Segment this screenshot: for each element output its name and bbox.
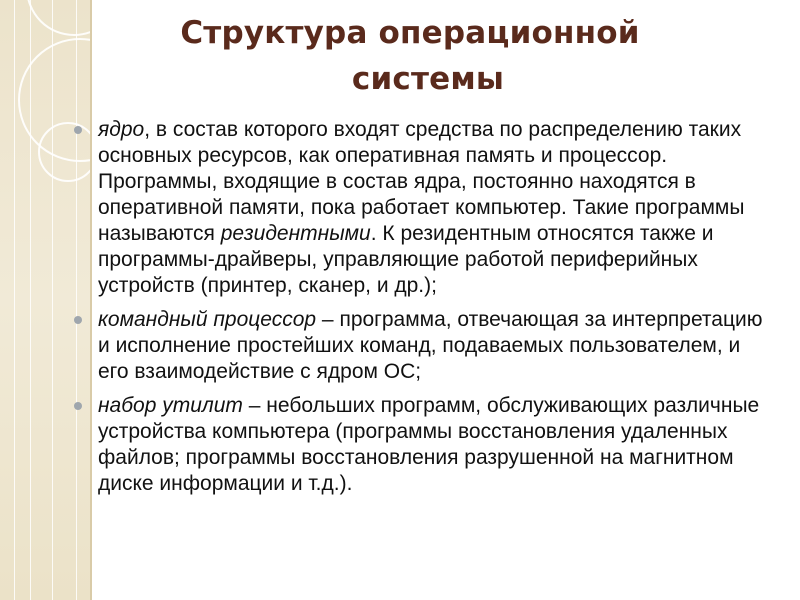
- term-resident: резидентными: [220, 222, 371, 245]
- bullet-dot-icon: [74, 402, 82, 410]
- term-utilities: набор утилит: [98, 394, 243, 417]
- item-text: – небольших программ, обслуживающих различные устройства компьютера (программы восстановления удаленных файлов; программы восстановления разрушенной на магнитном диске информации и т.д.).: [98, 394, 760, 495]
- item-text: – программа, отвечающая за интерпретацию и исполнение простейших команд, подаваемых пользователем, и его взаимодействие с ядром ОС;: [98, 308, 763, 383]
- slide-title: [130, 10, 690, 102]
- term-kernel: ядро: [98, 118, 145, 141]
- sidebar-stripe: [14, 0, 15, 600]
- bullet-dot-icon: [74, 316, 82, 324]
- item-text: , в состав которого входят средства по распределению таких основных ресурсов, как оперативная память и процессор. Программы, входящие в состав ядра, постоянно находятся в оперативной памяти, пока работает компьютер. Такие программы называются: [98, 118, 745, 245]
- item-text-continued: . К резидентным относятся также и программы-драйверы, управляющие работой периферийных устройств (принтер, сканер, и др.);: [98, 222, 714, 297]
- list-item-command-processor: [72, 307, 772, 385]
- list-item-kernel: [72, 117, 772, 299]
- bullet-dot-icon: [74, 126, 82, 134]
- list-item-utilities: [72, 393, 772, 497]
- title-line-2: системы: [351, 61, 505, 97]
- decorative-ring: [26, 0, 92, 36]
- term-command-processor: командный процессор: [98, 308, 317, 331]
- title-line-1: Структура операционной: [180, 15, 640, 51]
- bullet-list: [72, 117, 772, 505]
